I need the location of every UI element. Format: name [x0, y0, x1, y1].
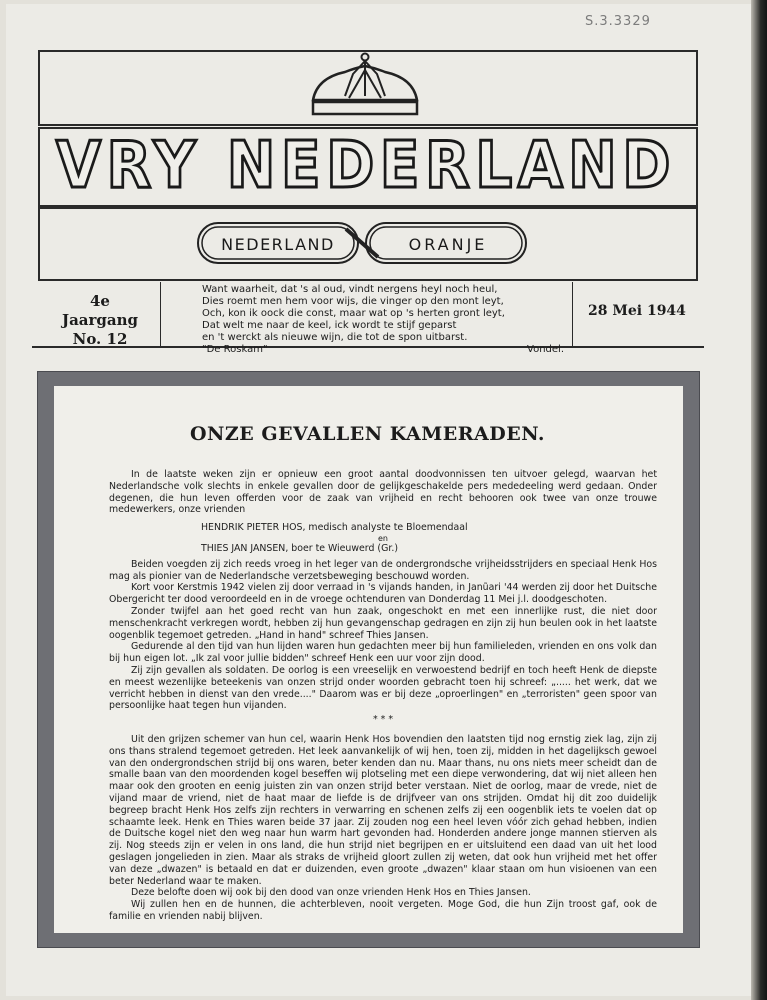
- honoree-name: THIES JAN JANSEN, boer te Wieuwerd (Gr.): [201, 542, 398, 554]
- article-paragraph: Uit den grijzen schemer van hun cel, waarin Henk Hos bovendien den laatsten tijd nog ernstig ziek lag, zijn zij ons thans stralend tegemoet getreden. Het leek aanvankelijk of wij hen, toen zij, midden in het dagelijksch gewoel van den ondergrondschen strijd bij ons waren, beter kenden dan nu. Maar thans, nu ons niets meer scheidt dan de smalle baan van den moordenden kogel beseffen wij plotseling met een diepe verwondering, dat wij niet alleen hen maar ook den grooten en eenig juisten zin van onzen strijd beter verstaan. Niet de oorlog, maar de vrede, niet de vijand maar de vriend, niet de haat maar de liefde is de drijfveer van ons strijden. Omdat hij dit zoo duidelijk begreep bracht Henk Hos zelfs zijn rechters in verwarring en schenen zelfs zij een oogenblik iets te voelen dat op schaamte leek. Henk en Thies waren beide 37 jaar. Zij zouden nog een heel leven vóór zich gehad hebben, indien de Duitsche kogel niet den weg naar hun warm hart gevonden had. Honderden andere jonge mannen stierven als zij. Nog steeds zijn er velen in ons land, die hun strijd niet begrijpen en er uitsluitend een daad van uit het lood geslagen jongelieden in zien. Maar als straks de vrijheid gloort zullen zij weten, dat ook hun vrijheid met het offer van deze „dwazen" is betaald en dat er duizenden, even groote „dwazen" klaar staan om hun visioenen van een beter Nederland waar te maken.: [109, 733, 657, 887]
- column-divider-right: [572, 282, 573, 346]
- epigraph-source: "De Roskam": [202, 344, 268, 355]
- epigraph-line: Want waarheit, dat 's al oud, vindt nergens heyl noch heul,: [202, 284, 498, 295]
- article-headline: ONZE GEVALLEN KAMERADEN.: [189, 423, 546, 445]
- masthead-title: [40, 129, 692, 201]
- section-separator: * * *: [372, 714, 394, 726]
- crown-icon: [305, 52, 425, 122]
- epigraph-author: Vondel.: [527, 344, 564, 355]
- subtitle-right: ORANJE: [408, 235, 488, 254]
- article: [53, 385, 682, 932]
- epigraph: [202, 284, 568, 356]
- column-divider-left: [160, 282, 161, 346]
- article-paragraph: Gedurende al den tijd van hun lijden waren hun gedachten meer bij hun familieleden, vrienden en ons volk dan bij hun eigen lot. „Ik zal voor jullie bidden" schreef Henk een uur voor zijn dood.: [109, 641, 657, 665]
- epigraph-line: Dat welt me naar de keel, ick wordt te stijf geparst: [202, 320, 457, 331]
- conjunction: en: [378, 533, 388, 543]
- epigraph-line: Dies roemt men hem voor wijs, die vinger op den mont leyt,: [202, 296, 504, 307]
- issue-volume: [50, 292, 150, 349]
- article-paragraph: Kort voor Kerstmis 1942 vielen zij door verraad in 's vijands handen, in Janũari '44 werden zij door het Duitsche Obergericht ter dood veroordeeld en in de vroege ochtenduren van Donderdag 11 Mei j.l. doodgeschoten.: [109, 582, 657, 606]
- epigraph-line: en 't werckt als nieuwe wijn, die tot de spon uitbarst.: [202, 332, 468, 343]
- article-paragraph: In de laatste weken zijn er opnieuw een groot aantal doodvonnissen ten uitvoer gelegd, waarvan het Nederlandsche volk slechts in enkele gevallen door de gelijkgeschakelde pers mededeeling werd gedaan. Onder degenen, die hun leven offerden voor de zaak van vrijheid en recht behooren ook twee van onze trouwe medewerkers, onze vrienden: [109, 469, 657, 516]
- title-text: VRY NEDERLAND: [56, 129, 676, 201]
- article-body: [109, 469, 657, 923]
- issue-number: No. 12: [72, 330, 128, 348]
- article-paragraph: Zonder twijfel aan het goed recht van hun zaak, ongeschokt en met een innerlijke rust, die niet door menschenkracht verkregen wordt, hebben zij hun gevangenschap gedragen en zijn zij hun beulen ook in het laatste oogenblik tegemoet getreden. „Hand in hand" schreef Thies Jansen.: [109, 605, 657, 641]
- epigraph-attribution: [202, 344, 568, 356]
- archive-mark: S.3.3329: [585, 14, 651, 29]
- volume-label: 4e Jaargang: [61, 292, 139, 329]
- article-paragraph: Beiden voegden zij zich reeds vroeg in het leger van de ondergrondsche vrijheidsstrijders en speciaal Henk Hos mag als pionier van de Nederlandsche verzetsbeweging beschouwd worden.: [109, 558, 657, 582]
- page-edge-shadow: [751, 0, 767, 1000]
- subtitle-left: NEDERLAND: [221, 235, 335, 254]
- article-paragraph: Deze belofte doen wij ook bij den dood van onze vrienden Henk Hos en Thies Jansen.: [131, 887, 531, 899]
- masthead-subtitle: [196, 219, 528, 267]
- honoree-name: HENDRIK PIETER HOS, medisch analyste te Bloemendaal: [201, 522, 468, 534]
- article-paragraph: Zij zijn gevallen als soldaten. De oorlog is een vreeselijk en verwoestend bedrijf en toch heeft Henk de diepste en meest wezenlijke beteekenis van onzen strijd onder woorden gebracht toen hij schreef: „..... het werk, dat we verricht hebben in dienst van den vrede...." Daarom was er bij deze „oproerlingen" en „terroristen" geen spoor van persoonlijke haat tegen hun vijanden.: [109, 664, 657, 712]
- epigraph-line: Och, kon ik oock die const, maar wat op 's herten gront leyt,: [202, 308, 505, 319]
- article-paragraph: Wij zullen hen en de hunnen, die achterbleven, nooit vergeten. Moge God, die hun Zijn troost gaf, ook de familie en vrienden nabij blijven.: [109, 899, 657, 922]
- issue-date: 28 Mei 1944: [588, 303, 686, 319]
